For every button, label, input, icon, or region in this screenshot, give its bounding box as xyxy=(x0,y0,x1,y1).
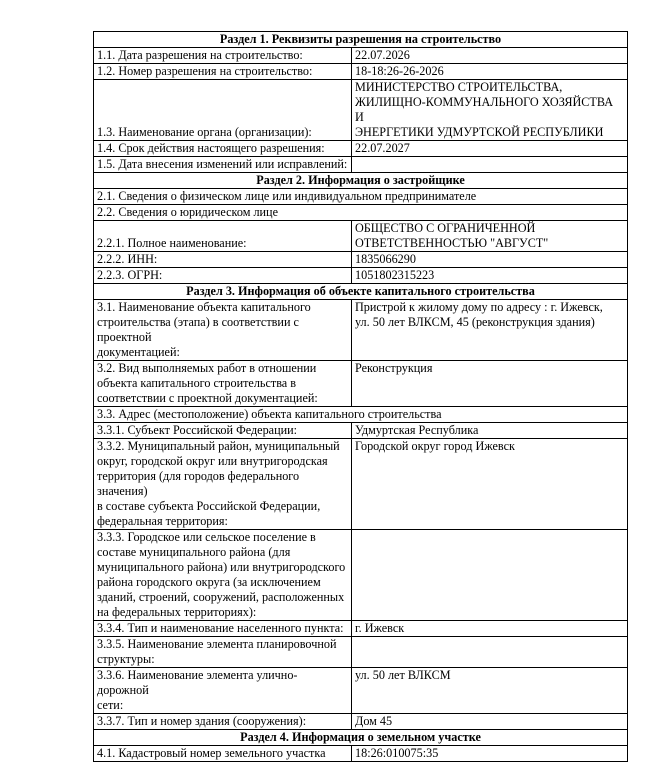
row-2-2-label: 2.2. Сведения о юридическом лице xyxy=(94,205,628,221)
row-3-1-value: Пристрой к жилому дому по адресу : г. Ижевск, ул. 50 лет ВЛКСМ, 45 (реконструкция здания) xyxy=(352,300,628,361)
row-3-3-2-label: 3.3.2. Муниципальный район, муниципальный округ, городской округ или внутригородская территория (для городов федерального значения) в составе субъекта Российской Федерации, федеральная территория: xyxy=(94,439,352,530)
row-3-3-5-label: 3.3.5. Наименование элемента планировочной структуры: xyxy=(94,637,352,668)
row-3-3-3-label: 3.3.3. Городское или сельское поселение в составе муниципального района (для муниципального района) или внутригородского района городского округа (за исключением зданий, строений, сооружений, расположенных на федеральных территориях): xyxy=(94,530,352,621)
row-1-3-value: МИНИСТЕРСТВО СТРОИТЕЛЬСТВА, ЖИЛИЩНО-КОММУНАЛЬНОГО ХОЗЯЙСТВА И ЭНЕРГЕТИКИ УДМУРТСКОЙ РЕСПУБЛИКИ xyxy=(352,80,628,141)
section-4-heading: Раздел 4. Информация о земельном участке xyxy=(94,730,628,746)
row-3-2-label: 3.2. Вид выполняемых работ в отношении объекта капитального строительства в соответствии с проектной документацией: xyxy=(94,361,352,407)
row-2-2-1-label: 2.2.1. Полное наименование: xyxy=(94,221,352,252)
row-3-3-2-value: Городской округ город Ижевск xyxy=(352,439,628,530)
row-3-3-5-value xyxy=(352,637,628,668)
row-3-3-1-label: 3.3.1. Субъект Российской Федерации: xyxy=(94,423,352,439)
row-2-1-label: 2.1. Сведения о физическом лице или индивидуальном предпринимателе xyxy=(94,189,628,205)
row-3-1-label: 3.1. Наименование объекта капитального строительства (этапа) в соответствии с проектной документацией: xyxy=(94,300,352,361)
row-1-1-label: 1.1. Дата разрешения на строительство: xyxy=(94,48,352,64)
section-3-heading: Раздел 3. Информация об объекте капитального строительства xyxy=(94,284,628,300)
row-1-2-value: 18-18:26-26-2026 xyxy=(352,64,628,80)
row-3-3-6-value: ул. 50 лет ВЛКСМ xyxy=(352,668,628,714)
row-2-2-2-value: 1835066290 xyxy=(352,252,628,268)
row-1-1-value: 22.07.2026 xyxy=(352,48,628,64)
row-3-3-7-label: 3.3.7. Тип и номер здания (сооружения): xyxy=(94,714,352,730)
section-1-heading: Раздел 1. Реквизиты разрешения на строительство xyxy=(94,32,628,48)
row-3-3-4-label: 3.3.4. Тип и наименование населенного пункта: xyxy=(94,621,352,637)
row-3-3-7-value: Дом 45 xyxy=(352,714,628,730)
row-2-2-2-label: 2.2.2. ИНН: xyxy=(94,252,352,268)
row-3-2-value: Реконструкция xyxy=(352,361,628,407)
row-2-2-3-value: 1051802315223 xyxy=(352,268,628,284)
row-1-5-label: 1.5. Дата внесения изменений или исправлений: xyxy=(94,157,352,173)
row-2-2-3-label: 2.2.3. ОГРН: xyxy=(94,268,352,284)
row-1-5-value xyxy=(352,157,628,173)
row-1-3-label: 1.3. Наименование органа (организации): xyxy=(94,80,352,141)
row-3-3-label: 3.3. Адрес (местоположение) объекта капитального строительства xyxy=(94,407,628,423)
row-3-3-6-label: 3.3.6. Наименование элемента улично-дорожной сети: xyxy=(94,668,352,714)
row-3-3-1-value: Удмуртская Республика xyxy=(352,423,628,439)
row-3-3-4-value: г. Ижевск xyxy=(352,621,628,637)
row-2-2-1-value: ОБЩЕСТВО С ОГРАНИЧЕННОЙ ОТВЕТСТВЕННОСТЬЮ "АВГУСТ" xyxy=(352,221,628,252)
row-3-3-3-value xyxy=(352,530,628,621)
permit-document-table xyxy=(93,31,628,762)
row-1-2-label: 1.2. Номер разрешения на строительство: xyxy=(94,64,352,80)
row-4-1-value: 18:26:010075:35 xyxy=(352,746,628,762)
row-4-1-label: 4.1. Кадастровый номер земельного участка xyxy=(94,746,352,762)
row-1-4-label: 1.4. Срок действия настоящего разрешения: xyxy=(94,141,352,157)
row-1-4-value: 22.07.2027 xyxy=(352,141,628,157)
section-2-heading: Раздел 2. Информация о застройщике xyxy=(94,173,628,189)
